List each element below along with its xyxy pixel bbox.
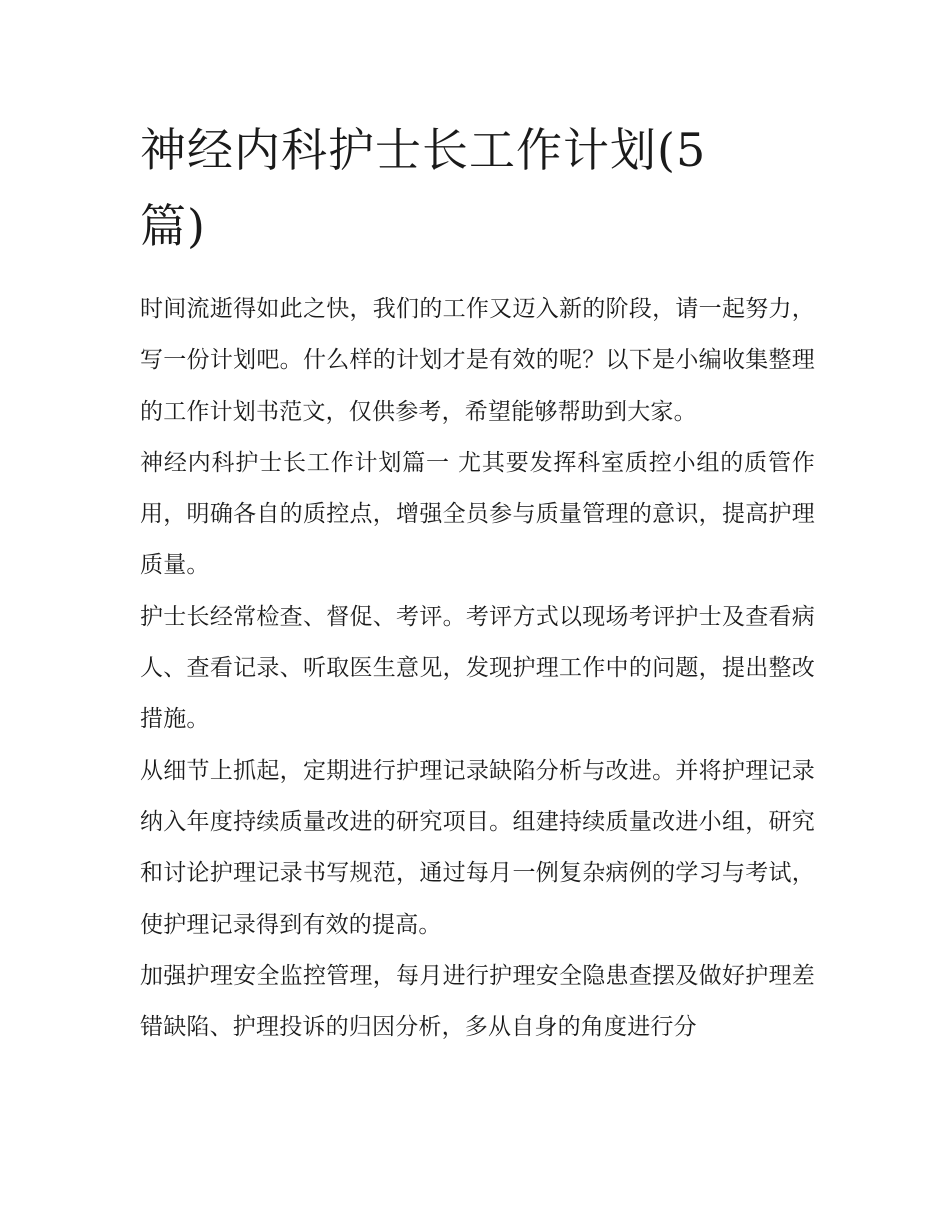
paragraph-safety: 加强护理安全监控管理，每月进行护理安全隐患查摆及做好护理差错缺陷、护理投诉的归因分析，多从自身的角度进行分	[140, 962, 815, 1041]
document-body	[140, 112, 815, 1053]
paragraph-inspection: 护士长经常检查、督促、考评。考评方式以现场考评护士及查看病人、查看记录、听取医生意见，发现护理工作中的问题，提出整改措施。	[140, 603, 815, 733]
document-title: 神经内科护士长工作计划(5篇)	[140, 123, 707, 253]
paragraph-intro: 时间流逝得如此之快，我们的工作又迈入新的阶段，请一起努力，写一份计划吧。什么样的计划才是有效的呢？以下是小编收集整理的工作计划书范文，仅供参考，希望能够帮助到大家。	[140, 296, 815, 425]
paragraph-section-one: 神经内科护士长工作计划篇一 尤其要发挥科室质控小组的质管作用，明确各自的质控点，增强全员参与质量管理的意识，提高护理质量。	[140, 449, 815, 579]
paragraph-records: 从细节上抓起，定期进行护理记录缺陷分析与改进。并将护理记录纳入年度持续质量改进的研究项目。组建持续质量改进小组，研究和讨论护理记录书写规范，通过每月一例复杂病例的学习与考试，使护理记录得到有效的提高。	[140, 757, 815, 938]
